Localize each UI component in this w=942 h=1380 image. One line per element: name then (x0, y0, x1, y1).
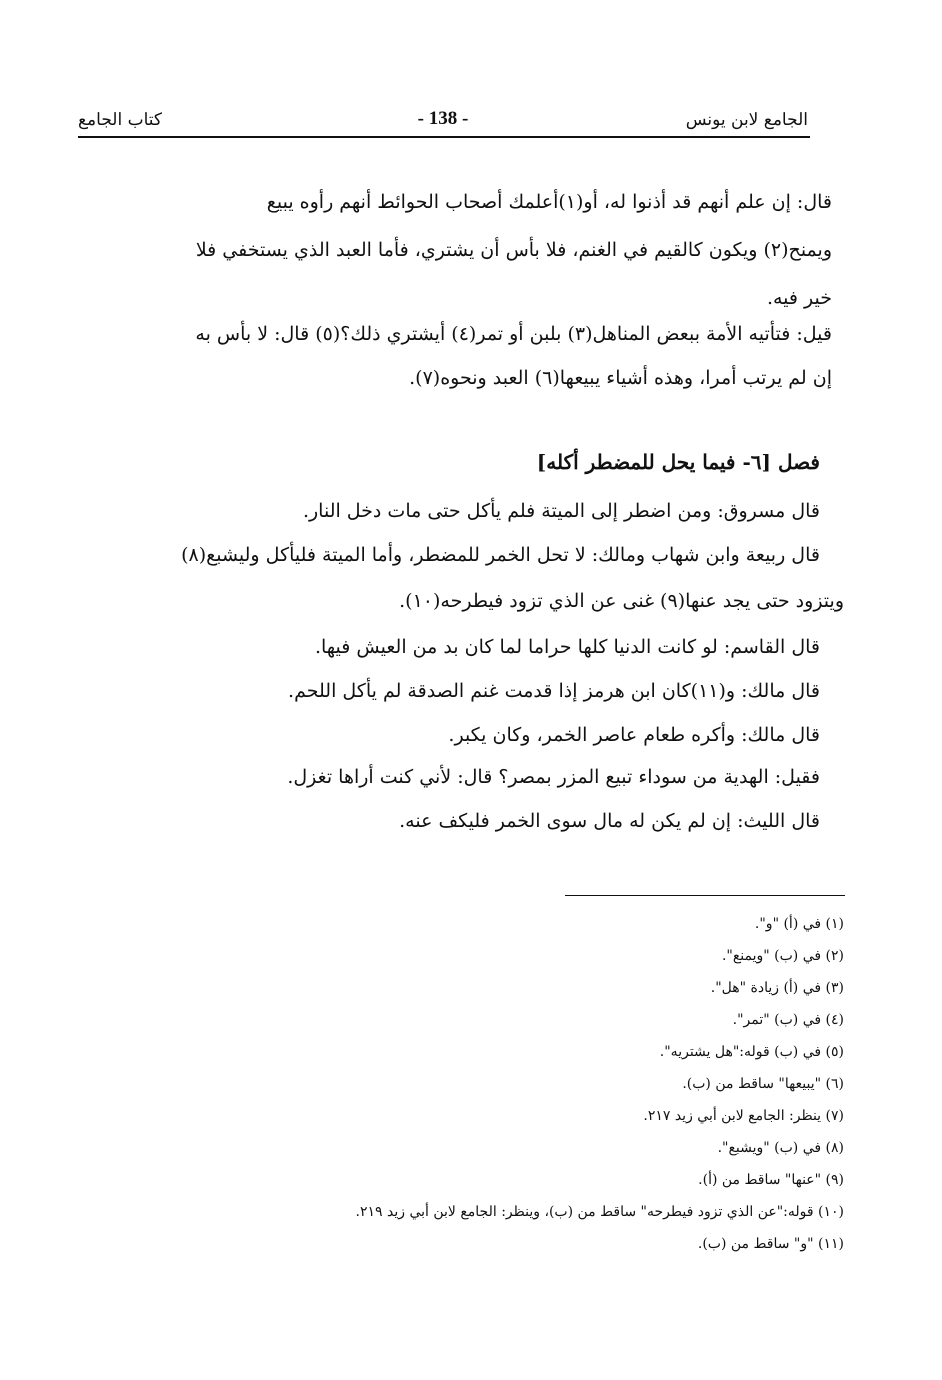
paragraph-2 (74, 312, 832, 400)
paragraph-qasim: قال القاسم: لو كانت الدنيا كلها حراما لما كان بد من العيش فيها. (314, 636, 820, 658)
footnote: (٧) ينظر: الجامع لابن أبي زيد ٢١٧. (643, 1108, 844, 1124)
page-number: - 138 - (417, 108, 469, 129)
footnote: (٥) في (ب) قوله:"هل يشتريه". (659, 1044, 844, 1060)
paragraph-rabia: قال ربيعة وابن شهاب ومالك: لا تحل الخمر للمضطر، وأما الميتة فليأكل وليشبع(٨) (181, 544, 820, 566)
paragraph-rabia-cont: ويتزود حتى يجد عنها(٩) غنى عن الذي تزود فيطرحه(١٠). (399, 590, 844, 612)
section-heading: فصل [٦- فيما يحل للمضطر أكله] (536, 450, 820, 474)
footnote: (٩) "عنها" ساقط من (أ). (698, 1172, 844, 1188)
footnote: (٢) في (ب) "ويمنع". (721, 948, 844, 964)
footnote: (١٠) قوله:"عن الذي تزود فيطرحه" ساقط من (ب)، وينظر: الجامع لابن أبي زيد ٢١٩. (355, 1204, 844, 1220)
footnote: (١١) "و" ساقط من (ب). (697, 1236, 844, 1252)
footnote: (٤) في (ب) "تمر". (732, 1012, 844, 1028)
paragraph-layth: قال الليث: إن لم يكن له مال سوى الخمر فليكف عنه. (399, 810, 820, 832)
paragraph-line: إن لم يرتب أمرا، وهذه أشياء يبيعها(٦) العبد ونحوه(٧). (409, 367, 832, 389)
paragraph-line: قال: إن علم أنهم قد أذنوا له، أو(١)أعلمك أصحاب الحوائط أنهم رأوه يبيع (266, 191, 832, 213)
footnote: (٦) "يبيعها" ساقط من (ب). (682, 1076, 844, 1092)
footnote: (٣) في (أ) زيادة "هل". (710, 980, 844, 996)
running-header (78, 108, 808, 138)
paragraph-hadiya: فقيل: الهدية من سوداء تبيع المزر بمصر؟ قال: لأني كنت أراها تغزل. (287, 766, 820, 788)
footnote: (٨) في (ب) "ويشبع". (717, 1140, 844, 1156)
paragraph-line: قيل: فتأتيه الأمة ببعض المناهل(٣) بلبن أو تمر(٤) أيشتري ذلك؟(٥) قال: لا بأس به (195, 323, 832, 345)
paragraph-masruq: قال مسروق: ومن اضطر إلى الميتة فلم يأكل حتى مات دخل النار. (302, 500, 820, 522)
header-rule (78, 136, 810, 138)
paragraph-1 (74, 178, 832, 322)
paragraph-malik-1: قال مالك: و(١١)كان ابن هرمز إذا قدمت غنم الصدقة لم يأكل اللحم. (288, 680, 820, 702)
paragraph-line: ويمنح(٢) ويكون كالقيم في الغنم، فلا بأس أن يشتري، فأما العبد الذي يستخفي فلا (195, 239, 832, 261)
header-book-title: كتاب الجامع (78, 110, 163, 130)
paragraph-line: خير فيه. (766, 287, 832, 309)
footnote-separator (565, 895, 845, 896)
paragraph-malik-2: قال مالك: وأكره طعام عاصر الخمر، وكان يكبر. (448, 724, 820, 746)
footnotes (356, 908, 844, 1260)
header-book-author: الجامع لابن يونس (685, 110, 808, 130)
footnote: (١) في (أ) "و". (754, 916, 844, 932)
